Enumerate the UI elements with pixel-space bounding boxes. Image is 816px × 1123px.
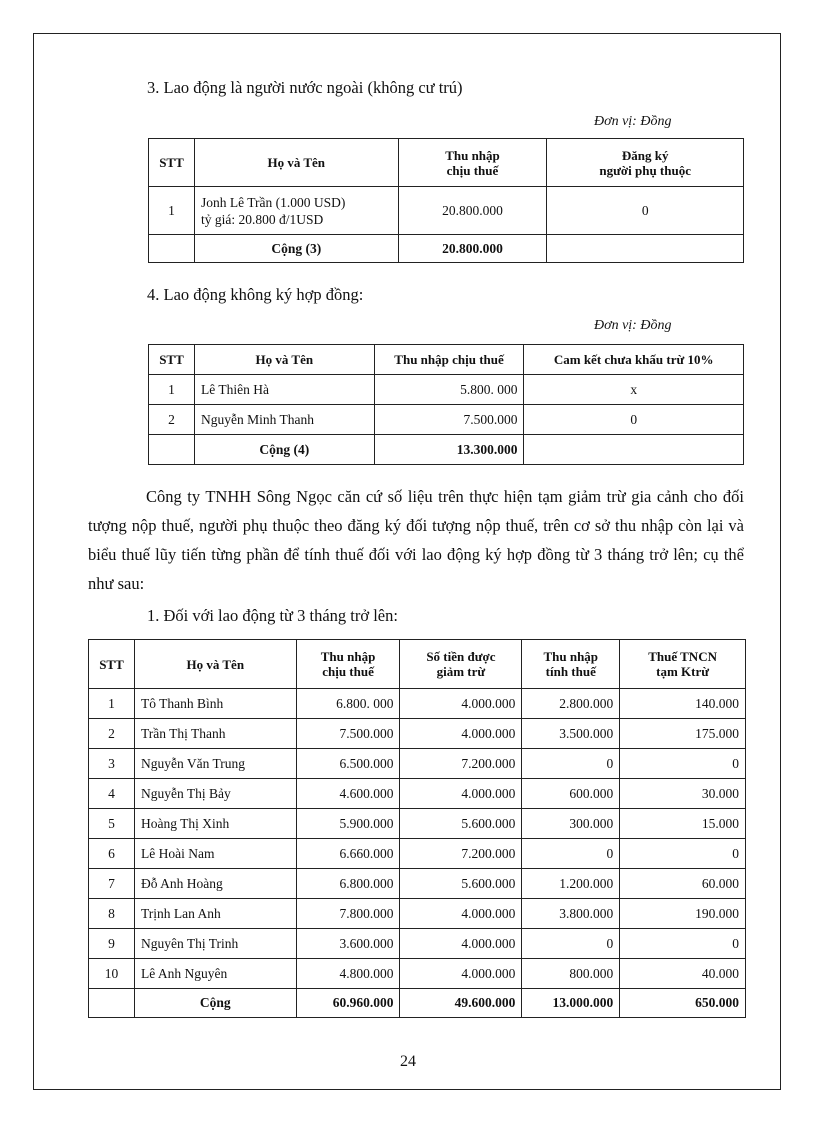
cell-deduction: 4.000.000 — [400, 689, 522, 719]
header-income: Thu nhập chịu thuế — [296, 640, 400, 689]
cell-income: 7.800.000 — [296, 899, 400, 929]
cell-stt: 1 — [89, 689, 135, 719]
cell-deduction: 5.600.000 — [400, 809, 522, 839]
total-label: Cộng (4) — [194, 435, 374, 465]
cell-tax: 190.000 — [620, 899, 746, 929]
header-stt: STT — [149, 139, 195, 187]
cell-name: Jonh Lê Trần (1.000 USD) tỷ giá: 20.800 đ/1USD — [194, 187, 398, 235]
cell-name: Lê Thiên Hà — [194, 375, 374, 405]
foreign-labor-table — [148, 138, 744, 263]
cell-income: 6.500.000 — [296, 749, 400, 779]
cell-deduction: 4.000.000 — [400, 779, 522, 809]
cell-income: 5.800. 000 — [374, 375, 524, 405]
cell-income: 4.600.000 — [296, 779, 400, 809]
body-paragraph — [88, 482, 744, 598]
cell-tax: 175.000 — [620, 719, 746, 749]
cell-taxable: 1.200.000 — [522, 869, 620, 899]
cell-income: 7.500.000 — [374, 405, 524, 435]
table-row — [89, 929, 746, 959]
total-income: 20.800.000 — [398, 235, 547, 263]
paragraph-line-4: động ký hợp đồng từ 3 tháng trở lên; cụ thể như sau: — [88, 545, 744, 593]
table-row — [89, 809, 746, 839]
total-label: Cộng — [134, 989, 296, 1018]
cell-taxable: 600.000 — [522, 779, 620, 809]
header-deduction: Số tiền được giảm trừ — [400, 640, 522, 689]
cell-taxable: 0 — [522, 929, 620, 959]
cell-tax: 0 — [620, 839, 746, 869]
header-tax: Thuế TNCN tạm Ktrừ — [620, 640, 746, 689]
cell-tax: 0 — [620, 749, 746, 779]
cell-name: Tô Thanh Bình — [134, 689, 296, 719]
cell-deduction: 4.000.000 — [400, 929, 522, 959]
cell-stt: 5 — [89, 809, 135, 839]
section-3-unit: Đơn vị: Đồng — [594, 114, 672, 129]
cell-stt: 6 — [89, 839, 135, 869]
page-number: 24 — [400, 1053, 416, 1070]
cell-name: Lê Anh Nguyên — [134, 959, 296, 989]
cell-name: Lê Hoài Nam — [134, 839, 296, 869]
cell-tax: 40.000 — [620, 959, 746, 989]
table-row — [89, 899, 746, 929]
section-b1-heading: 1. Đối với lao động từ 3 tháng trở lên: — [147, 606, 398, 625]
cell-name: Nguyên Thị Trinh — [134, 929, 296, 959]
cell-name: Đỗ Anh Hoàng — [134, 869, 296, 899]
header-name: Họ và Tên — [194, 345, 374, 375]
section-4-unit: Đơn vị: Đồng — [594, 318, 672, 333]
table-header-row — [149, 139, 744, 187]
cell-deduction: 4.000.000 — [400, 899, 522, 929]
cell-name: Nguyễn Thị Bảy — [134, 779, 296, 809]
total-tax: 650.000 — [620, 989, 746, 1018]
long-term-labor-table — [88, 639, 746, 1018]
cell-name: Hoàng Thị Xinh — [134, 809, 296, 839]
cell-taxable: 800.000 — [522, 959, 620, 989]
paragraph-line-1: Công ty TNHH Sông Ngọc căn cứ số liệu trên thực hiện tạm giảm trừ gia — [146, 487, 652, 506]
cell-commitment: x — [524, 375, 744, 405]
cell-name: Trịnh Lan Anh — [134, 899, 296, 929]
cell-stt: 1 — [149, 375, 195, 405]
cell-deduction: 4.000.000 — [400, 719, 522, 749]
cell-deduction: 5.600.000 — [400, 869, 522, 899]
table-row — [89, 959, 746, 989]
cell-stt: 4 — [89, 779, 135, 809]
cell-taxable: 2.800.000 — [522, 689, 620, 719]
cell-income: 6.800. 000 — [296, 689, 400, 719]
cell-stt: 9 — [89, 929, 135, 959]
total-income: 60.960.000 — [296, 989, 400, 1018]
table-row — [149, 405, 744, 435]
cell-tax: 0 — [620, 929, 746, 959]
cell-stt: 8 — [89, 899, 135, 929]
total-income: 13.300.000 — [374, 435, 524, 465]
cell-taxable: 3.800.000 — [522, 899, 620, 929]
cell-income: 3.600.000 — [296, 929, 400, 959]
table-total-row — [149, 235, 744, 263]
cell-income: 5.900.000 — [296, 809, 400, 839]
cell-taxable: 0 — [522, 749, 620, 779]
table-row — [89, 869, 746, 899]
cell-income: 6.660.000 — [296, 839, 400, 869]
cell-income: 20.800.000 — [398, 187, 547, 235]
cell-dependent: 0 — [547, 187, 744, 235]
header-dependent: Đăng ký người phụ thuộc — [547, 139, 744, 187]
cell-deduction: 7.200.000 — [400, 839, 522, 869]
table-row — [89, 719, 746, 749]
cell-stt: 2 — [149, 405, 195, 435]
table-row — [149, 187, 744, 235]
cell-stt: 7 — [89, 869, 135, 899]
header-commitment: Cam kết chưa khấu trừ 10% — [524, 345, 744, 375]
header-stt: STT — [89, 640, 135, 689]
table-row — [149, 375, 744, 405]
header-stt: STT — [149, 345, 195, 375]
table-row — [89, 749, 746, 779]
total-taxable: 13.000.000 — [522, 989, 620, 1018]
cell-deduction: 4.000.000 — [400, 959, 522, 989]
table-row — [89, 689, 746, 719]
cell-deduction: 7.200.000 — [400, 749, 522, 779]
section-4-heading: 4. Lao động không ký hợp đồng: — [147, 285, 364, 304]
cell-stt: 1 — [149, 187, 195, 235]
cell-taxable: 3.500.000 — [522, 719, 620, 749]
cell-name: Nguyễn Văn Trung — [134, 749, 296, 779]
header-taxable: Thu nhập tính thuế — [522, 640, 620, 689]
header-name: Họ và Tên — [194, 139, 398, 187]
cell-stt: 3 — [89, 749, 135, 779]
total-deduction: 49.600.000 — [400, 989, 522, 1018]
header-income: Thu nhập chịu thuế — [374, 345, 524, 375]
cell-stt: 10 — [89, 959, 135, 989]
section-3-heading: 3. Lao động là người nước ngoài (không cư trú) — [147, 78, 463, 97]
table-total-row — [149, 435, 744, 465]
cell-taxable: 0 — [522, 839, 620, 869]
header-income: Thu nhập chịu thuế — [398, 139, 547, 187]
header-name: Họ và Tên — [134, 640, 296, 689]
cell-name: Trần Thị Thanh — [134, 719, 296, 749]
paragraph-line-3: trên cơ sở thu nhập còn lại và biểu thuế lũy tiến từng phần để tính thuế đối với lao — [88, 516, 745, 564]
cell-income: 6.800.000 — [296, 869, 400, 899]
table-total-row — [89, 989, 746, 1018]
table-header-row — [89, 640, 746, 689]
cell-income: 7.500.000 — [296, 719, 400, 749]
cell-tax: 60.000 — [620, 869, 746, 899]
total-label: Cộng (3) — [194, 235, 398, 263]
no-contract-labor-table — [148, 344, 744, 465]
paragraph-line-2: cảnh cho đối tượng nộp thuế, người phụ thuộc theo đăng ký đối tượng nộp thuế, — [88, 487, 745, 535]
cell-income: 4.800.000 — [296, 959, 400, 989]
cell-tax: 30.000 — [620, 779, 746, 809]
cell-taxable: 300.000 — [522, 809, 620, 839]
cell-stt: 2 — [89, 719, 135, 749]
cell-name: Nguyễn Minh Thanh — [194, 405, 374, 435]
table-header-row — [149, 345, 744, 375]
cell-commitment: 0 — [524, 405, 744, 435]
cell-tax: 15.000 — [620, 809, 746, 839]
table-row — [89, 839, 746, 869]
table-row — [89, 779, 746, 809]
cell-tax: 140.000 — [620, 689, 746, 719]
